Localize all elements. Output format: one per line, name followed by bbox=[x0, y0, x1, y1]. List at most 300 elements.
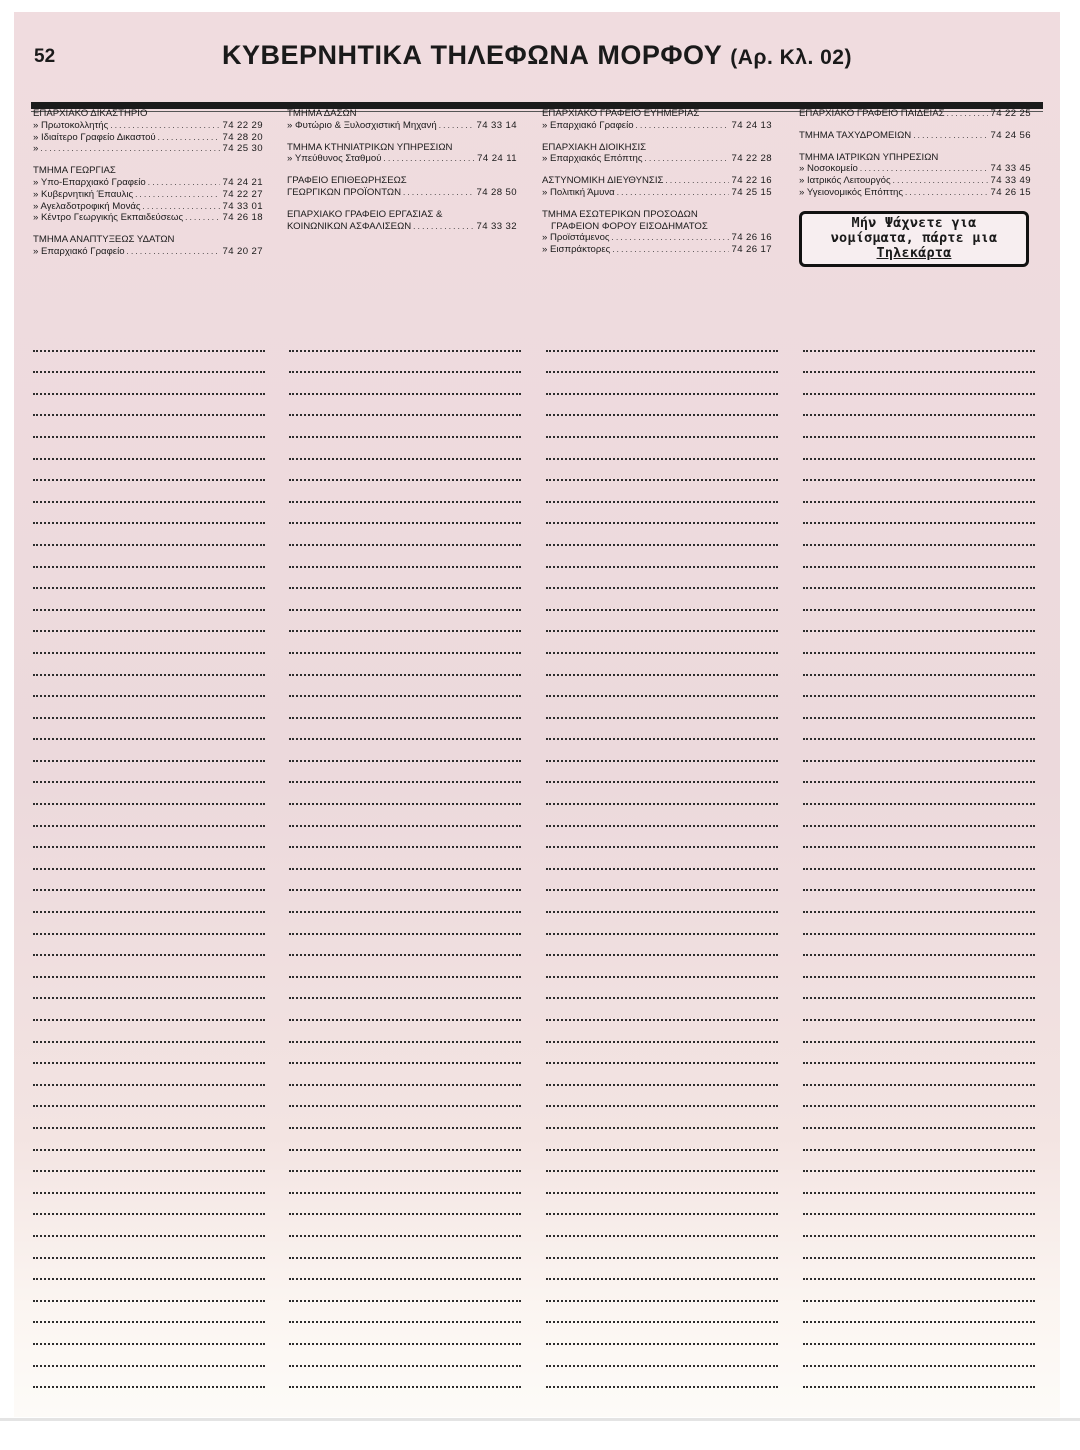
blank-dotted-line bbox=[546, 762, 778, 784]
section-education bbox=[799, 108, 1031, 120]
blank-lines-column-2 bbox=[289, 330, 521, 1388]
blank-dotted-line bbox=[803, 503, 1035, 525]
blank-dotted-line bbox=[33, 1302, 265, 1324]
blank-dotted-line bbox=[33, 956, 265, 978]
entry-number: 74 26 18 bbox=[222, 212, 263, 224]
blank-dotted-line bbox=[289, 373, 521, 395]
phone-entry bbox=[33, 132, 263, 144]
blank-dotted-line bbox=[546, 1021, 778, 1043]
directory-column-1 bbox=[33, 108, 263, 268]
entry-label: » Πρωτοκολλητής bbox=[33, 119, 109, 131]
phone-entry bbox=[799, 175, 1031, 187]
blank-dotted-line bbox=[33, 460, 265, 482]
blank-dotted-line bbox=[546, 654, 778, 676]
blank-dotted-line bbox=[803, 891, 1035, 913]
blank-dotted-line bbox=[546, 1345, 778, 1367]
blank-dotted-line bbox=[289, 1107, 521, 1129]
blank-dotted-line bbox=[33, 589, 265, 611]
section-district-court bbox=[33, 108, 263, 155]
blank-dotted-line bbox=[289, 460, 521, 482]
blank-dotted-line bbox=[289, 1259, 521, 1281]
entry-label: » Προϊστάμενος bbox=[542, 232, 610, 244]
phone-entry bbox=[799, 187, 1031, 199]
blank-dotted-line bbox=[289, 589, 521, 611]
ad-line-2: νομίσματα, πάρτε μια bbox=[830, 229, 998, 246]
blank-dotted-line bbox=[803, 1064, 1035, 1086]
blank-dotted-line bbox=[803, 1151, 1035, 1173]
blank-dotted-line bbox=[546, 1107, 778, 1129]
entry-number: 74 33 32 bbox=[476, 220, 517, 232]
blank-dotted-line bbox=[33, 524, 265, 546]
entry-label: » Υπο-Επαρχιακό Γραφείο bbox=[33, 176, 146, 188]
entry-number: 74 22 27 bbox=[222, 188, 263, 200]
blank-dotted-line bbox=[803, 395, 1035, 417]
entry-number: 74 33 49 bbox=[990, 175, 1031, 187]
blank-dotted-line bbox=[289, 1064, 521, 1086]
entry-number: 74 22 25 bbox=[990, 108, 1031, 119]
blank-dotted-line bbox=[289, 654, 521, 676]
blank-dotted-line bbox=[33, 1086, 265, 1108]
blank-dotted-line bbox=[289, 1151, 521, 1173]
blank-dotted-line bbox=[33, 1151, 265, 1173]
dot-leader bbox=[665, 175, 729, 187]
blank-dotted-line bbox=[803, 438, 1035, 460]
dot-leader bbox=[947, 108, 989, 120]
blank-dotted-line bbox=[289, 1302, 521, 1324]
section-title: ΤΜΗΜΑ ΙΑΤΡΙΚΩΝ ΥΠΗΡΕΣΙΩΝ bbox=[799, 151, 939, 163]
blank-dotted-line bbox=[546, 568, 778, 590]
blank-dotted-line bbox=[546, 589, 778, 611]
phone-entry bbox=[287, 221, 517, 233]
entry-label: ΚΟΙΝΩΝΙΚΩΝ ΑΣΦΑΛΙΣΕΩΝ bbox=[287, 220, 412, 232]
blank-dotted-line bbox=[289, 352, 521, 374]
entry-number: 74 24 11 bbox=[477, 153, 517, 165]
dot-leader bbox=[158, 132, 221, 144]
entry-label: » Επαρχιακός Επόπτης bbox=[542, 153, 643, 165]
entry-label: » Κέντρο Γεωργικής Εκπαιδεύσεως bbox=[33, 212, 184, 224]
entry-number: 74 24 13 bbox=[731, 119, 772, 131]
entry-label: » Επαρχιακό Γραφείο bbox=[542, 119, 634, 131]
dot-leader bbox=[413, 221, 474, 233]
blank-dotted-line bbox=[33, 827, 265, 849]
dot-leader bbox=[110, 120, 220, 132]
blank-dotted-line bbox=[546, 870, 778, 892]
blank-dotted-line bbox=[546, 1367, 778, 1389]
phone-entry bbox=[542, 175, 772, 187]
blank-dotted-line bbox=[803, 352, 1035, 374]
phone-entry bbox=[33, 177, 263, 189]
blank-dotted-line bbox=[803, 913, 1035, 935]
blank-dotted-line bbox=[33, 935, 265, 957]
dot-leader bbox=[143, 201, 221, 213]
blank-dotted-line bbox=[546, 1259, 778, 1281]
blank-dotted-line bbox=[289, 1043, 521, 1065]
blank-dotted-line bbox=[289, 1021, 521, 1043]
blank-dotted-line bbox=[546, 416, 778, 438]
dot-leader bbox=[645, 153, 730, 165]
blank-dotted-line bbox=[33, 330, 265, 352]
blank-dotted-line bbox=[546, 395, 778, 417]
directory-page bbox=[14, 12, 1060, 1417]
phone-entry bbox=[542, 232, 772, 244]
blank-dotted-line bbox=[33, 891, 265, 913]
page-title bbox=[14, 40, 1060, 71]
blank-dotted-line bbox=[546, 697, 778, 719]
blank-dotted-line bbox=[546, 1323, 778, 1345]
blank-dotted-line bbox=[33, 1021, 265, 1043]
blank-dotted-line bbox=[546, 438, 778, 460]
blank-dotted-line bbox=[803, 1021, 1035, 1043]
blank-dotted-line bbox=[803, 1345, 1035, 1367]
blank-lines-column-3 bbox=[546, 330, 778, 1388]
dot-leader bbox=[636, 120, 730, 132]
blank-dotted-line bbox=[546, 632, 778, 654]
phone-entry bbox=[33, 120, 263, 132]
blank-dotted-line bbox=[546, 611, 778, 633]
entry-number: 74 26 15 bbox=[990, 186, 1031, 198]
blank-dotted-line bbox=[803, 611, 1035, 633]
entry-label: ΓΕΩΡΓΙΚΩΝ ΠΡΟΪΟΝΤΩΝ bbox=[287, 186, 402, 198]
section-medical bbox=[799, 152, 1031, 199]
blank-dotted-line bbox=[803, 1367, 1035, 1389]
blank-dotted-line bbox=[803, 589, 1035, 611]
entry-number: 74 24 21 bbox=[222, 176, 263, 188]
blank-dotted-line bbox=[33, 1129, 265, 1151]
entry-number: 74 22 29 bbox=[222, 119, 263, 131]
dot-leader bbox=[905, 187, 988, 199]
blank-dotted-line bbox=[803, 978, 1035, 1000]
blank-dotted-line bbox=[546, 1302, 778, 1324]
entry-label: ΤΜΗΜΑ ΤΑΧΥΔΡΟΜΕΙΩΝ bbox=[799, 129, 912, 141]
blank-dotted-line bbox=[33, 848, 265, 870]
phone-entry bbox=[542, 120, 772, 132]
blank-dotted-line bbox=[546, 978, 778, 1000]
blank-dotted-line bbox=[803, 1086, 1035, 1108]
blank-dotted-line bbox=[289, 1323, 521, 1345]
blank-dotted-line bbox=[546, 719, 778, 741]
blank-dotted-line bbox=[33, 1367, 265, 1389]
entry-number: 74 25 15 bbox=[731, 186, 772, 198]
blank-dotted-line bbox=[289, 1367, 521, 1389]
blank-dotted-line bbox=[289, 805, 521, 827]
phone-entry bbox=[799, 163, 1031, 175]
dot-leader bbox=[612, 232, 730, 244]
blank-dotted-line bbox=[33, 1172, 265, 1194]
blank-dotted-line bbox=[33, 1194, 265, 1216]
blank-dotted-line bbox=[33, 611, 265, 633]
dot-leader bbox=[860, 163, 989, 175]
section-inspection bbox=[287, 175, 517, 199]
blank-dotted-line bbox=[803, 1129, 1035, 1151]
blank-dotted-line bbox=[803, 330, 1035, 352]
entry-label: » Εισπράκτορες bbox=[542, 244, 611, 256]
entry-number: 74 33 45 bbox=[990, 163, 1031, 175]
blank-dotted-line bbox=[289, 676, 521, 698]
section-title: ΓΡΑΦΕΙΟ ΕΠΙΘΕΩΡΗΣΕΩΣ bbox=[287, 175, 407, 187]
entry-label: ΕΠΑΡΧΙΑΚΟ ΓΡΑΦΕΙΟ ΠΑΙΔΕΙΑΣ bbox=[799, 108, 945, 119]
phone-entry bbox=[542, 187, 772, 199]
phone-entry bbox=[33, 212, 263, 224]
blank-dotted-line bbox=[289, 913, 521, 935]
blank-dotted-line bbox=[803, 416, 1035, 438]
blank-dotted-line bbox=[33, 1280, 265, 1302]
blank-dotted-line bbox=[546, 740, 778, 762]
entry-label: » Νοσοκομείο bbox=[799, 163, 858, 175]
entry-label: ΑΣΤΥΝΟΜΙΚΗ ΔΙΕΥΘΥΝΣΙΣ bbox=[542, 175, 664, 187]
blank-dotted-line bbox=[803, 783, 1035, 805]
phone-entry bbox=[287, 120, 517, 132]
blank-dotted-line bbox=[803, 524, 1035, 546]
blank-dotted-line bbox=[546, 352, 778, 374]
phone-entry bbox=[542, 244, 772, 256]
section-title: ΤΜΗΜΑ ΑΝΑΠΤΥΞΕΩΣ ΥΔΑΤΩΝ bbox=[33, 234, 175, 246]
page-header bbox=[14, 40, 1060, 90]
section-title: ΕΠΑΡΧΙΑΚΗ ΔΙΟΙΚΗΣΙΣ bbox=[542, 141, 647, 153]
phone-entry bbox=[799, 130, 1031, 142]
blank-dotted-line bbox=[289, 999, 521, 1021]
entry-label: » Επαρχιακό Γραφείο bbox=[33, 245, 125, 257]
blank-dotted-line bbox=[546, 1151, 778, 1173]
blank-dotted-line bbox=[33, 373, 265, 395]
blank-dotted-line bbox=[289, 1086, 521, 1108]
entry-label: » Ιατρικός Λειτουργός bbox=[799, 175, 891, 187]
blank-dotted-line bbox=[546, 999, 778, 1021]
dot-leader bbox=[617, 187, 730, 199]
ad-line-3: Τηλεκάρτα bbox=[876, 244, 952, 261]
blank-dotted-line bbox=[546, 848, 778, 870]
blank-dotted-line bbox=[33, 999, 265, 1021]
dot-leader bbox=[148, 177, 221, 189]
telecard-ad-box bbox=[799, 211, 1029, 267]
blank-dotted-line bbox=[803, 740, 1035, 762]
blank-dotted-line bbox=[33, 546, 265, 568]
blank-dotted-line bbox=[33, 1345, 265, 1367]
blank-dotted-line bbox=[546, 935, 778, 957]
blank-dotted-line bbox=[289, 1237, 521, 1259]
section-agriculture bbox=[33, 165, 263, 224]
section-police bbox=[542, 175, 772, 199]
blank-dotted-line bbox=[289, 870, 521, 892]
blank-dotted-line bbox=[546, 330, 778, 352]
blank-dotted-line bbox=[289, 783, 521, 805]
blank-dotted-line bbox=[803, 546, 1035, 568]
blank-dotted-line bbox=[289, 546, 521, 568]
entry-number: 74 33 01 bbox=[222, 200, 263, 212]
blank-dotted-line bbox=[33, 1259, 265, 1281]
blank-dotted-line bbox=[289, 1215, 521, 1237]
blank-dotted-line bbox=[33, 416, 265, 438]
phone-entry bbox=[287, 153, 517, 165]
blank-dotted-line bbox=[289, 481, 521, 503]
dot-leader bbox=[612, 244, 729, 256]
blank-dotted-line bbox=[33, 783, 265, 805]
blank-dotted-line bbox=[33, 632, 265, 654]
blank-dotted-line bbox=[546, 373, 778, 395]
blank-dotted-line bbox=[33, 481, 265, 503]
section-welfare bbox=[542, 108, 772, 132]
blank-dotted-line bbox=[546, 481, 778, 503]
blank-dotted-line bbox=[803, 1280, 1035, 1302]
dot-leader bbox=[40, 143, 220, 155]
blank-dotted-line bbox=[803, 1194, 1035, 1216]
blank-dotted-line bbox=[803, 654, 1035, 676]
blank-dotted-line bbox=[803, 1043, 1035, 1065]
phone-entry bbox=[33, 143, 263, 155]
blank-dotted-line bbox=[803, 1237, 1035, 1259]
blank-dotted-line bbox=[33, 978, 265, 1000]
blank-dotted-line bbox=[33, 1064, 265, 1086]
blank-dotted-line bbox=[289, 1345, 521, 1367]
blank-dotted-line bbox=[33, 1323, 265, 1345]
blank-dotted-line bbox=[33, 676, 265, 698]
section-title: ΤΜΗΜΑ ΓΕΩΡΓΙΑΣ bbox=[33, 165, 116, 177]
dot-leader bbox=[135, 189, 220, 201]
blank-dotted-line bbox=[289, 827, 521, 849]
entry-number: 74 20 27 bbox=[222, 245, 263, 257]
blank-dotted-line bbox=[546, 1043, 778, 1065]
blank-dotted-line bbox=[546, 783, 778, 805]
blank-dotted-line bbox=[289, 891, 521, 913]
blank-dotted-line bbox=[289, 740, 521, 762]
blank-dotted-line bbox=[33, 395, 265, 417]
blank-dotted-line bbox=[546, 805, 778, 827]
blank-dotted-line bbox=[33, 503, 265, 525]
blank-dotted-line bbox=[546, 503, 778, 525]
blank-dotted-line bbox=[289, 978, 521, 1000]
blank-dotted-line bbox=[289, 935, 521, 957]
blank-dotted-line bbox=[33, 1237, 265, 1259]
section-veterinary bbox=[287, 142, 517, 166]
blank-dotted-line bbox=[803, 870, 1035, 892]
blank-dotted-line bbox=[33, 1107, 265, 1129]
blank-dotted-line bbox=[546, 546, 778, 568]
section-labour bbox=[287, 209, 517, 233]
section-title: ΕΠΑΡΧΙΑΚΟ ΓΡΑΦΕΙΟ ΕΡΓΑΣΙΑΣ & bbox=[287, 208, 443, 220]
blank-dotted-line bbox=[803, 848, 1035, 870]
directory-column-2 bbox=[287, 108, 517, 242]
phone-entry bbox=[33, 201, 263, 213]
blank-dotted-line bbox=[33, 1215, 265, 1237]
blank-dotted-line bbox=[33, 1043, 265, 1065]
blank-dotted-line bbox=[803, 999, 1035, 1021]
blank-dotted-line bbox=[546, 524, 778, 546]
section-subtitle: ΓΡΑΦΕΙΟΝ ΦΟΡΟΥ ΕΙΣΟΔΗΜΑΤΟΣ bbox=[551, 220, 708, 232]
blank-lines-column-4 bbox=[803, 330, 1035, 1388]
blank-dotted-line bbox=[803, 373, 1035, 395]
blank-dotted-line bbox=[546, 827, 778, 849]
blank-dotted-line bbox=[546, 1064, 778, 1086]
entry-label: » Ιδιαίτερο Γραφείο Δικαστού bbox=[33, 131, 156, 143]
dot-leader bbox=[893, 175, 989, 187]
blank-dotted-line bbox=[546, 1172, 778, 1194]
blank-dotted-line bbox=[803, 805, 1035, 827]
page-bottom-edge bbox=[0, 1418, 1080, 1421]
entry-label: » Πολιτική Άμυνα bbox=[542, 186, 615, 198]
entry-number: 74 26 17 bbox=[731, 244, 772, 256]
blank-dotted-line bbox=[289, 524, 521, 546]
blank-dotted-line bbox=[546, 1129, 778, 1151]
entry-number: 74 26 16 bbox=[731, 232, 772, 244]
blank-dotted-line bbox=[803, 935, 1035, 957]
blank-dotted-line bbox=[546, 891, 778, 913]
phone-entry bbox=[542, 153, 772, 165]
blank-dotted-line bbox=[803, 697, 1035, 719]
blank-dotted-line bbox=[33, 719, 265, 741]
entry-label: » Φυτώριο & Ξυλοσχιστική Μηχανή bbox=[287, 119, 437, 131]
blank-dotted-line bbox=[289, 1280, 521, 1302]
blank-dotted-line bbox=[803, 481, 1035, 503]
blank-dotted-line bbox=[803, 1302, 1035, 1324]
blank-dotted-line bbox=[33, 762, 265, 784]
blank-dotted-line bbox=[289, 568, 521, 590]
blank-dotted-line bbox=[803, 956, 1035, 978]
section-inland-revenue bbox=[542, 209, 772, 256]
dot-leader bbox=[127, 246, 221, 258]
blank-dotted-line bbox=[33, 805, 265, 827]
blank-dotted-line bbox=[289, 1172, 521, 1194]
blank-dotted-line bbox=[33, 870, 265, 892]
title-area-code: (Αρ. Κλ. 02) bbox=[730, 46, 852, 69]
blank-dotted-line bbox=[33, 697, 265, 719]
blank-dotted-line bbox=[289, 762, 521, 784]
section-water-development bbox=[33, 234, 263, 258]
blank-dotted-line bbox=[803, 1172, 1035, 1194]
blank-lines-column-1 bbox=[33, 330, 265, 1388]
blank-dotted-line bbox=[289, 611, 521, 633]
blank-dotted-line bbox=[33, 438, 265, 460]
blank-dotted-line bbox=[546, 1086, 778, 1108]
entry-label: » Αγελαδοτροφική Μονάς bbox=[33, 200, 141, 212]
blank-dotted-line bbox=[803, 719, 1035, 741]
blank-dotted-line bbox=[546, 1194, 778, 1216]
blank-dotted-line bbox=[289, 503, 521, 525]
blank-dotted-line bbox=[33, 740, 265, 762]
dot-leader bbox=[384, 153, 476, 165]
blank-dotted-line bbox=[546, 676, 778, 698]
dot-leader bbox=[403, 187, 474, 199]
blank-dotted-line bbox=[289, 395, 521, 417]
section-title: ΤΜΗΜΑ ΚΤΗΝΙΑΤΡΙΚΩΝ ΥΠΗΡΕΣΙΩΝ bbox=[287, 141, 453, 153]
phone-entry bbox=[33, 189, 263, 201]
section-title: ΕΠΑΡΧΙΑΚΟ ΔΙΚΑΣΤΗΡΙΟ bbox=[33, 108, 148, 119]
entry-number: 74 28 50 bbox=[476, 186, 517, 198]
blank-dotted-line bbox=[546, 956, 778, 978]
entry-number: 74 28 20 bbox=[222, 131, 263, 143]
section-district-administration bbox=[542, 142, 772, 166]
blank-dotted-line bbox=[546, 460, 778, 482]
section-forestry bbox=[287, 108, 517, 132]
blank-dotted-line bbox=[33, 913, 265, 935]
blank-dotted-line bbox=[803, 827, 1035, 849]
blank-dotted-line bbox=[803, 460, 1035, 482]
blank-dotted-line bbox=[33, 568, 265, 590]
blank-dotted-line bbox=[289, 1129, 521, 1151]
blank-dotted-line bbox=[289, 632, 521, 654]
blank-dotted-line bbox=[289, 330, 521, 352]
blank-dotted-line bbox=[803, 568, 1035, 590]
blank-dotted-line bbox=[546, 1280, 778, 1302]
blank-dotted-line bbox=[289, 719, 521, 741]
entry-number: 74 22 28 bbox=[731, 153, 772, 165]
blank-dotted-line bbox=[803, 676, 1035, 698]
blank-dotted-line bbox=[803, 1259, 1035, 1281]
dot-leader bbox=[185, 212, 220, 224]
entry-number: 74 33 14 bbox=[476, 119, 517, 131]
blank-dotted-line bbox=[33, 654, 265, 676]
phone-entry bbox=[33, 246, 263, 258]
section-post bbox=[799, 130, 1031, 142]
blank-dotted-line bbox=[546, 1215, 778, 1237]
